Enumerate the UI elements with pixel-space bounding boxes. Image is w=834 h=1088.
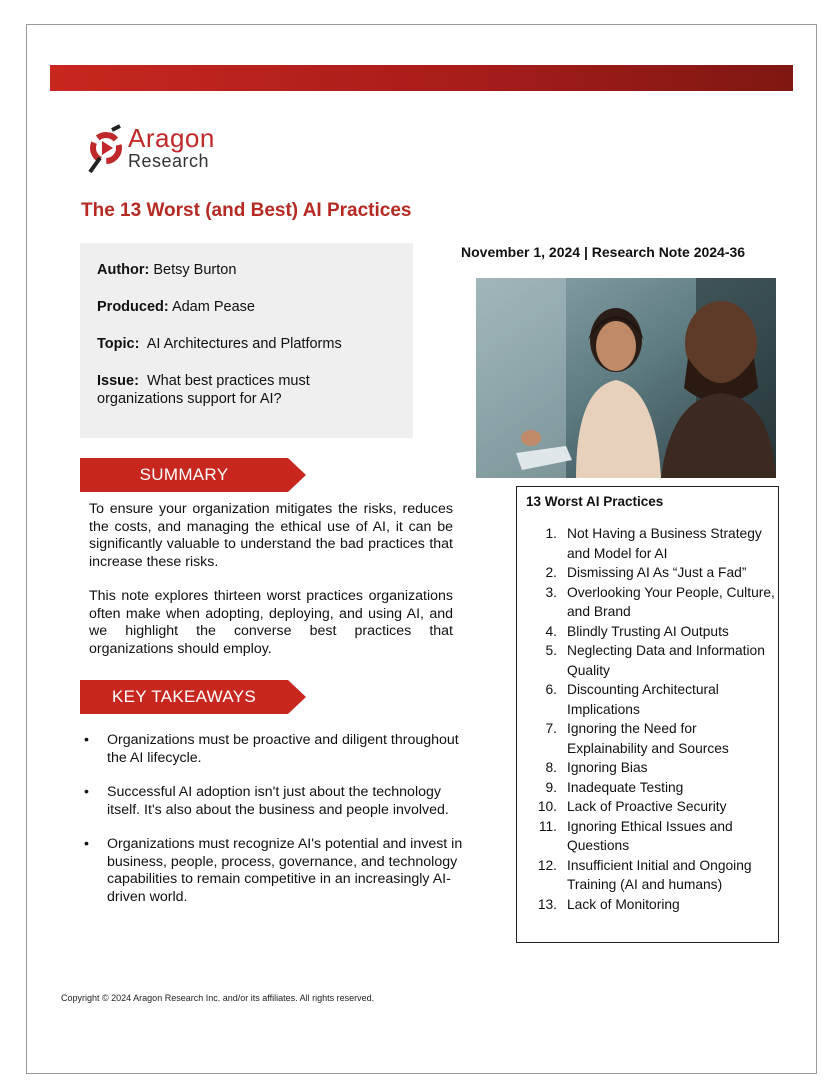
author-line — [97, 261, 397, 279]
meeting-photo-image — [476, 278, 776, 478]
summary-paragraph: This note explores thirteen worst practices organizations often make when adopting, deploying, and using AI, and we highlight the converse best practices that organizations should employ. — [89, 588, 453, 657]
item-text: Not Having a Business Strategy and Model for AI — [567, 526, 762, 561]
metadata-box — [80, 243, 413, 438]
logo-name-line1: Aragon — [128, 123, 215, 153]
item-text: Discounting Architectural Implications — [567, 682, 719, 717]
item-number: 3. — [545, 584, 557, 600]
item-number: 6. — [545, 682, 557, 697]
bullet-icon: • — [84, 784, 89, 800]
item-text: Dismissing AI As “Just a Fad” — [567, 565, 747, 580]
takeaway-text: Organizations must recognize AI's potential and invest in business, people, process, governance, and technology capabilities to remain competitive in an increasingly AI-driven world. — [107, 836, 463, 905]
author-value: Betsy Burton — [153, 262, 237, 278]
item-text: Ignoring Bias — [567, 760, 648, 775]
item-text: Ignoring Ethical Issues and Questions — [567, 818, 733, 853]
list-item — [517, 524, 775, 563]
item-text: Blindly Trusting AI Outputs — [567, 623, 729, 639]
worst-practices-title: 13 Worst AI Practices — [526, 494, 664, 509]
topic-line — [97, 335, 397, 353]
header-bar — [50, 65, 793, 91]
item-number: 13. — [537, 896, 557, 912]
list-item — [517, 719, 775, 758]
date-research-note: November 1, 2024 | Research Note 2024-36 — [461, 244, 746, 260]
list-item — [517, 622, 775, 642]
topic-value: AI Architectures and Platforms — [146, 336, 342, 352]
item-number: 9. — [545, 779, 557, 795]
worst-practices-box — [516, 486, 779, 943]
item-number: 11. — [538, 818, 557, 834]
copyright-notice: Copyright © 2024 Aragon Research Inc. and/or its affiliates. All rights reserved. — [61, 993, 375, 1003]
issue-line — [97, 372, 397, 408]
takeaway-text: Organizations must be proactive and diligent throughout the AI lifecycle. — [107, 732, 459, 766]
logo-wordmark — [128, 125, 215, 170]
logo-name-line2: Research — [128, 151, 210, 171]
list-item — [517, 817, 775, 856]
item-text: Neglecting Data and Information Quality — [567, 643, 765, 678]
item-number: 7. — [545, 721, 557, 736]
key-takeaways-list — [80, 732, 463, 923]
summary-heading-label: SUMMARY — [139, 465, 229, 484]
list-item — [517, 778, 775, 798]
topic-label: Topic: — [97, 336, 140, 352]
list-item — [517, 641, 775, 680]
list-item — [517, 895, 775, 915]
summary-paragraph: To ensure your organization mitigates the risks, reduces the costs, and managing the ethical use of AI, it can be significantly valuable to understand the bad practices that increase these risks. — [89, 501, 453, 570]
list-item — [517, 797, 775, 817]
item-text: Overlooking Your People, Culture, and Brand — [567, 584, 775, 619]
item-number: 8. — [545, 760, 557, 775]
produced-label: Produced: — [97, 299, 169, 315]
item-number: 5. — [545, 643, 557, 658]
list-item — [517, 856, 775, 895]
list-item — [517, 758, 775, 778]
summary-body — [89, 501, 453, 675]
issue-value: What best practices must organizations support for AI? — [97, 373, 310, 407]
item-text: Lack of Proactive Security — [567, 799, 727, 814]
list-item — [80, 836, 463, 906]
item-number: 1. — [545, 526, 557, 541]
produced-line — [97, 298, 397, 316]
takeaway-text: Successful AI adoption isn't just about the technology itself. It's also about the business and people involved. — [107, 784, 449, 818]
item-number: 4. — [545, 623, 557, 639]
bullet-icon: • — [84, 732, 89, 748]
list-item — [80, 732, 463, 767]
bullet-icon: • — [84, 836, 89, 852]
page-title: The 13 Worst (and Best) AI Practices — [81, 200, 412, 221]
list-item — [517, 563, 775, 583]
worst-practices-list — [517, 524, 779, 914]
item-text: Inadequate Testing — [567, 779, 684, 795]
produced-value: Adam Pease — [171, 299, 255, 315]
item-text: Insufficient Initial and Ongoing Training (AI and humans) — [567, 857, 752, 892]
item-number: 2. — [545, 565, 557, 580]
author-label: Author: — [97, 262, 150, 278]
list-item — [517, 680, 775, 719]
item-text: Ignoring the Need for Explainability and Sources — [567, 721, 729, 756]
list-item — [517, 583, 775, 622]
item-text: Lack of Monitoring — [567, 896, 680, 912]
issue-label: Issue: — [97, 373, 139, 389]
list-item — [80, 784, 463, 819]
key-takeaways-heading-label: KEY TAKEAWAYS — [111, 687, 257, 706]
item-number: 12. — [537, 857, 557, 873]
item-number: 10. — [537, 799, 557, 814]
